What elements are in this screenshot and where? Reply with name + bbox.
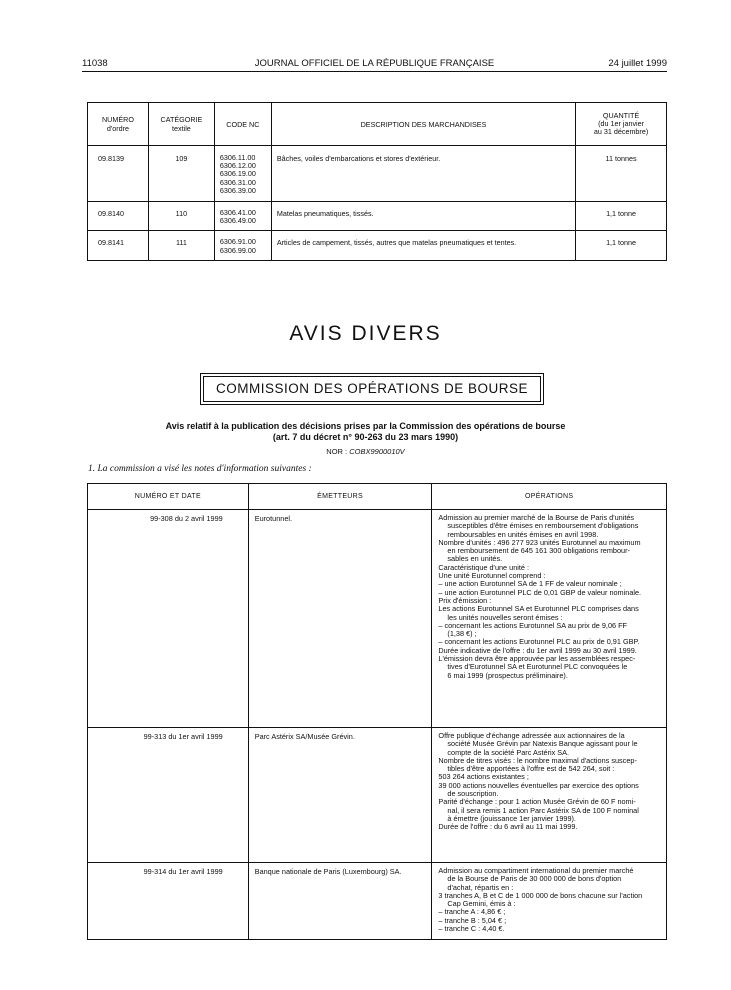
ops-row (88, 510, 667, 728)
header-description: DESCRIPTION DES MARCHANDISES (271, 103, 575, 146)
ops-emetteur: Eurotunnel. (248, 510, 432, 728)
journal-title: JOURNAL OFFICIEL DE LA RÉPUBLIQUE FRANÇAISE (254, 58, 495, 69)
goods-numero: 09.8141 (88, 231, 149, 260)
goods-quantite: 11 tonnes (576, 146, 667, 202)
header-numero-date: NUMÉRO ET DATE (88, 484, 249, 510)
operation-line: susceptibles d'être émises en remboursement d'obligations (447, 521, 639, 531)
ops-numero-date: 99-308 du 2 avril 1999 (88, 510, 249, 728)
operation-line: – concernant les actions Eurotunnel SA au prix de 9,06 FF (438, 620, 628, 630)
operation-line: remboursables en unités émises en avril 1998. (447, 529, 599, 539)
operation-line: de souscription. (447, 789, 499, 799)
operation-line: – une action Eurotunnel SA de 1 FF de valeur nominale ; (438, 579, 622, 589)
operation-line: tibles d'être apportées à l'offre est de 542 264, soit : (447, 764, 615, 774)
header-emetteurs: ÉMETTEURS (248, 484, 432, 510)
notice-title: Avis relatif à la publication des décisions prises par la Commission des opérations de bourse (art. 7 du décret n° 90-263 du 23 mars 1990) (165, 421, 566, 442)
goods-row (88, 146, 667, 202)
section-title: AVIS DIVERS (289, 322, 442, 345)
intro-text: 1. La commission a visé les notes d'information suivantes : (88, 464, 312, 474)
ops-numero-date: 99-314 du 1er avril 1999 (88, 863, 249, 940)
nc-code: 6306.99.00 (219, 245, 256, 255)
nc-code: 6306.91.00 (219, 237, 256, 247)
operation-line: (1,38 €) ; (447, 629, 477, 639)
nc-code: 6306.41.00 (219, 208, 256, 218)
goods-codes (214, 231, 271, 260)
operation-line: Une unité Eurotunnel comprend : (438, 571, 546, 581)
header-quantite: QUANTITÉ (du 1er janvier au 31 décembre) (576, 103, 667, 146)
operation-line: société Musée Grévin par Natexis Banque agissant pour le (447, 739, 638, 749)
operation-line: L'émission devra être approuvée par les assemblées respec- (438, 654, 636, 664)
ops-operations (432, 510, 667, 728)
goods-header-row (88, 103, 667, 146)
ops-numero-date: 99-313 du 1er avril 1999 (88, 728, 249, 863)
operation-line: – tranche B : 5,04 € ; (438, 915, 507, 925)
operation-line: à émettre (jouissance 1er janvier 1999). (447, 813, 576, 823)
operation-line: Les actions Eurotunnel SA et Eurotunnel PLC comprises dans (438, 604, 639, 614)
operation-line: Admission au premier marché de la Bourse de Paris d'unités (438, 513, 635, 522)
goods-description: Articles de campement, tissés, autres que matelas pneumatiques et tentes. (271, 231, 575, 260)
operation-line: – concernant les actions Eurotunnel PLC au prix de 0,91 GBP. (438, 637, 640, 647)
nc-code: 6306.31.00 (219, 177, 256, 187)
commission-box: COMMISSION DES OPÉRATIONS DE BOURSE (203, 376, 541, 402)
operation-line: Nombre d'unités : 496 277 923 unités Eurotunnel au maximum (438, 537, 641, 547)
ops-operations (432, 863, 667, 940)
nor-reference: NOR : COBX9900010V (326, 447, 405, 456)
operation-line: 39 000 actions nouvelles éventuelles par exercice des options (438, 780, 639, 790)
operation-line: Prix d'émission : (438, 595, 492, 605)
header-numero: NUMÉRO d'ordre (88, 103, 149, 146)
nc-code: 6306.11.00 (219, 153, 256, 162)
ops-emetteur: Banque nationale de Paris (Luxembourg) SA. (248, 863, 432, 940)
operation-line: Caractéristique d'une unité : (438, 562, 530, 572)
operation-line: Durée de l'offre : du 6 avril au 11 mai 1999. (438, 822, 578, 832)
operation-line: compte de la société Parc Astérix SA. (447, 747, 570, 757)
ops-row (88, 728, 667, 863)
operation-line: Admission au compartiment international du premier marché (438, 866, 634, 875)
ops-operations (432, 728, 667, 863)
goods-row (88, 202, 667, 231)
header-operations: OPÉRATIONS (432, 484, 667, 510)
nc-code: 6306.12.00 (219, 161, 256, 171)
header-rule (82, 71, 667, 72)
goods-numero: 09.8140 (88, 202, 149, 231)
operation-line: tives d'Eurotunnel SA et Eurotunnel PLC convoquées le (447, 662, 628, 672)
operations-table (87, 483, 667, 940)
operation-line: nal, il sera remis 1 action Parc Astérix SA de 100 F nominal (447, 805, 639, 815)
operation-line: 6 mai 1999 (prospectus préliminaire). (447, 670, 568, 680)
ops-emetteur: Parc Astérix SA/Musée Grévin. (248, 728, 432, 863)
goods-description: Matelas pneumatiques, tissés. (271, 202, 575, 231)
goods-categorie: 111 (148, 231, 214, 260)
operation-line: en remboursement de 645 161 300 obligations rembour- (447, 546, 630, 556)
operation-line: 503 264 actions existantes ; (438, 772, 529, 782)
operation-line: Nombre de titres visés : le nombre maximal d'actions suscep- (438, 755, 637, 765)
page-header (82, 58, 667, 72)
nc-code: 6306.19.00 (219, 169, 256, 179)
goods-numero: 09.8139 (88, 146, 149, 202)
operation-line: sables en unités. (447, 554, 503, 564)
operation-line: de la Bourse de Paris de 30 000 000 de bons d'option (447, 874, 622, 884)
goods-codes (214, 202, 271, 231)
operation-line: Cap Gemini, émis à : (447, 899, 516, 909)
page-number: 11038 (82, 58, 108, 69)
goods-quantite: 1,1 tonne (576, 231, 667, 260)
goods-categorie: 109 (148, 146, 214, 202)
operation-line: les unités nouvelles seront émises : (447, 612, 563, 622)
ops-row (88, 863, 667, 940)
operation-line: – tranche C : 4,40 €. (438, 924, 505, 934)
operation-line: d'achat, répartis en : (447, 882, 514, 892)
goods-table (87, 102, 667, 261)
operation-line: Parité d'échange : pour 1 action Musée Grévin de 60 F nomi- (438, 797, 636, 807)
ops-header-row (88, 484, 667, 510)
goods-categorie: 110 (148, 202, 214, 231)
operation-line: Offre publique d'échange adressée aux actionnaires de la (438, 731, 625, 740)
goods-codes (214, 146, 271, 202)
nc-code: 6306.39.00 (219, 185, 256, 195)
operation-line: – une action Eurotunnel PLC de 0,01 GBP de valeur nominale. (438, 587, 642, 597)
operation-line: 3 tranches A, B et C de 1 000 000 de bons chacune sur l'action (438, 890, 643, 900)
goods-description: Bâches, voiles d'embarcations et stores d'extérieur. (271, 146, 575, 202)
operation-line: – tranche A : 4,86 € ; (438, 907, 506, 917)
operation-line: Durée indicative de l'offre : du 1er avril 1999 au 30 avril 1999. (438, 645, 637, 655)
issue-date: 24 juillet 1999 (608, 58, 667, 69)
header-code: CODE NC (214, 103, 271, 146)
goods-quantite: 1,1 tonne (576, 202, 667, 231)
goods-row (88, 231, 667, 260)
header-categorie: CATÉGORIE textile (148, 103, 214, 146)
nc-code: 6306.49.00 (219, 216, 256, 226)
